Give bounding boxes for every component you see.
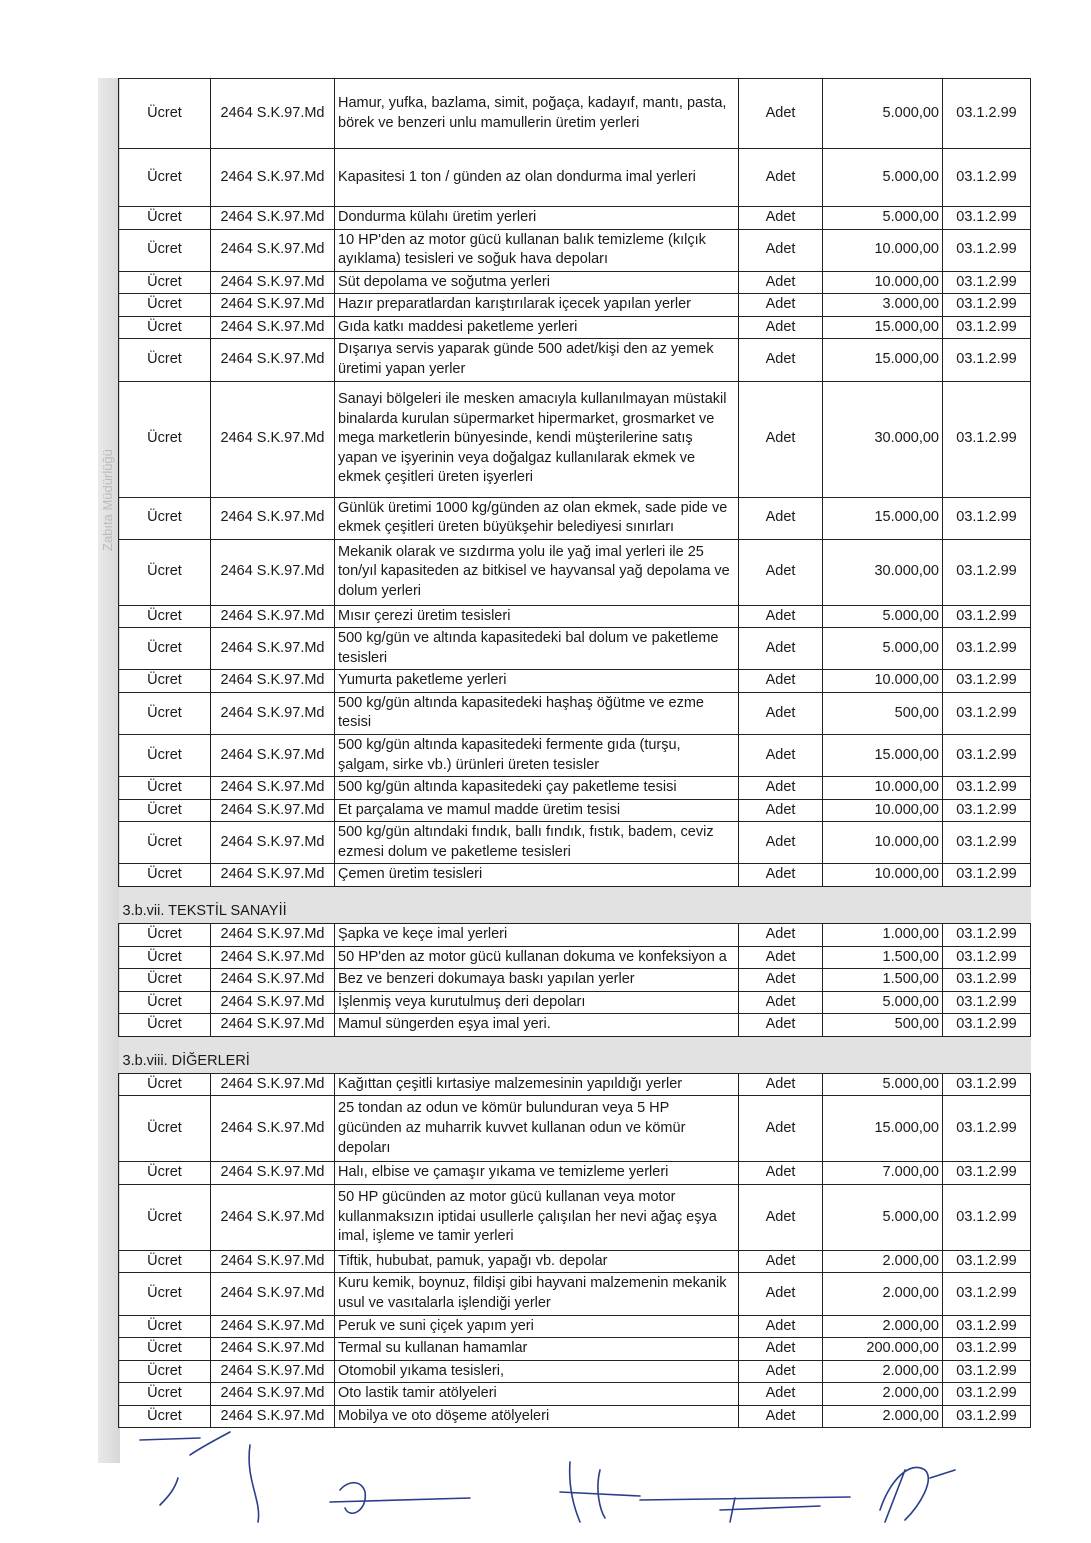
section-title: 3.b.viii. DİĞERLERİ: [119, 1036, 1031, 1073]
cell-description: Gıda katkı maddesi paketleme yerleri: [335, 316, 739, 339]
cell-description: Yumurta paketleme yerleri: [335, 670, 739, 693]
cell-amount: 2.000,00: [823, 1273, 943, 1315]
cell-type: Ücret: [119, 799, 211, 822]
cell-description: Kuru kemik, boynuz, fildişi gibi hayvani malzemenin mekanik usul ve vasıtalarla işlendiği yerler: [335, 1273, 739, 1315]
cell-code: 03.1.2.99: [943, 229, 1031, 271]
cell-unit: Adet: [739, 1338, 823, 1361]
cell-unit: Adet: [739, 79, 823, 149]
cell-type: Ücret: [119, 1338, 211, 1361]
cell-code: 03.1.2.99: [943, 1073, 1031, 1096]
signature-5: [880, 1467, 955, 1522]
cell-code: 03.1.2.99: [943, 294, 1031, 317]
cell-unit: Adet: [739, 294, 823, 317]
cell-type: Ücret: [119, 497, 211, 539]
cell-law: 2464 S.K.97.Md: [211, 799, 335, 822]
cell-code: 03.1.2.99: [943, 864, 1031, 887]
cell-amount: 3.000,00: [823, 294, 943, 317]
cell-unit: Adet: [739, 923, 823, 946]
cell-amount: 5.000,00: [823, 1184, 943, 1250]
cell-amount: 5.000,00: [823, 628, 943, 670]
cell-amount: 5.000,00: [823, 149, 943, 207]
cell-amount: 15.000,00: [823, 316, 943, 339]
cell-description: Mısır çerezi üretim tesisleri: [335, 605, 739, 628]
cell-type: Ücret: [119, 946, 211, 969]
cell-type: Ücret: [119, 670, 211, 693]
cell-law: 2464 S.K.97.Md: [211, 271, 335, 294]
cell-unit: Adet: [739, 1315, 823, 1338]
cell-unit: Adet: [739, 1073, 823, 1096]
cell-amount: 15.000,00: [823, 735, 943, 777]
cell-law: 2464 S.K.97.Md: [211, 1360, 335, 1383]
cell-description: Mamul süngerden eşya imal yeri.: [335, 1014, 739, 1037]
cell-amount: 7.000,00: [823, 1162, 943, 1185]
cell-type: Ücret: [119, 628, 211, 670]
cell-code: 03.1.2.99: [943, 1383, 1031, 1406]
cell-code: 03.1.2.99: [943, 969, 1031, 992]
cell-unit: Adet: [739, 381, 823, 497]
cell-amount: 200.000,00: [823, 1338, 943, 1361]
cell-type: Ücret: [119, 316, 211, 339]
cell-law: 2464 S.K.97.Md: [211, 1073, 335, 1096]
cell-amount: 2.000,00: [823, 1383, 943, 1406]
cell-type: Ücret: [119, 605, 211, 628]
cell-description: İşlenmiş veya kurutulmuş deri depoları: [335, 991, 739, 1014]
cell-type: Ücret: [119, 1360, 211, 1383]
cell-type: Ücret: [119, 692, 211, 734]
cell-code: 03.1.2.99: [943, 628, 1031, 670]
cell-amount: 30.000,00: [823, 381, 943, 497]
cell-unit: Adet: [739, 1162, 823, 1185]
cell-code: 03.1.2.99: [943, 497, 1031, 539]
cell-type: Ücret: [119, 735, 211, 777]
cell-unit: Adet: [739, 1250, 823, 1273]
cell-unit: Adet: [739, 316, 823, 339]
cell-code: 03.1.2.99: [943, 271, 1031, 294]
cell-code: 03.1.2.99: [943, 1273, 1031, 1315]
cell-code: 03.1.2.99: [943, 670, 1031, 693]
cell-law: 2464 S.K.97.Md: [211, 605, 335, 628]
cell-description: Peruk ve suni çiçek yapım yeri: [335, 1315, 739, 1338]
cell-law: 2464 S.K.97.Md: [211, 381, 335, 497]
cell-type: Ücret: [119, 1273, 211, 1315]
cell-unit: Adet: [739, 628, 823, 670]
cell-description: 50 HP'den az motor gücü kullanan dokuma ve konfeksiyon a: [335, 946, 739, 969]
cell-code: 03.1.2.99: [943, 923, 1031, 946]
cell-law: 2464 S.K.97.Md: [211, 1383, 335, 1406]
cell-type: Ücret: [119, 271, 211, 294]
cell-description: Dondurma külahı üretim yerleri: [335, 207, 739, 230]
cell-law: 2464 S.K.97.Md: [211, 969, 335, 992]
cell-unit: Adet: [739, 799, 823, 822]
cell-code: 03.1.2.99: [943, 822, 1031, 864]
cell-description: Günlük üretimi 1000 kg/günden az olan ekmek, sade pide ve ekmek çeşitleri üreten büyükşehir belediyesi sınırları: [335, 497, 739, 539]
cell-code: 03.1.2.99: [943, 1315, 1031, 1338]
cell-type: Ücret: [119, 1315, 211, 1338]
cell-amount: 10.000,00: [823, 229, 943, 271]
cell-type: Ücret: [119, 991, 211, 1014]
cell-unit: Adet: [739, 692, 823, 734]
cell-unit: Adet: [739, 271, 823, 294]
cell-amount: 5.000,00: [823, 605, 943, 628]
signature-2: [340, 1483, 365, 1514]
cell-unit: Adet: [739, 822, 823, 864]
cell-code: 03.1.2.99: [943, 735, 1031, 777]
cell-unit: Adet: [739, 1096, 823, 1162]
cell-amount: 1.500,00: [823, 969, 943, 992]
cell-unit: Adet: [739, 1383, 823, 1406]
cell-description: Kağıttan çeşitli kırtasiye malzemesinin yapıldığı yerler: [335, 1073, 739, 1096]
cell-code: 03.1.2.99: [943, 539, 1031, 605]
cell-unit: Adet: [739, 864, 823, 887]
cell-type: Ücret: [119, 229, 211, 271]
cell-description: Mekanik olarak ve sızdırma yolu ile yağ imal yerleri ile 25 ton/yıl kapasiteden az bitkisel ve hayvansal yağ depolama ve dolum yerleri: [335, 539, 739, 605]
signature-1: [249, 1445, 259, 1522]
cell-description: Sanayi bölgeleri ile mesken amacıyla kullanılmayan müstakil binalarda kurulan süpermarket hipermarket, grosmarket ve mega marketlerin bünyesinde, kendi müşterilerine satış yapan ve işyerinin veya doğalgaz kullanılarak ekmek ve ekmek çeşitleri üreten işyerleri: [335, 381, 739, 497]
cell-code: 03.1.2.99: [943, 316, 1031, 339]
cell-type: Ücret: [119, 1014, 211, 1037]
cell-amount: 30.000,00: [823, 539, 943, 605]
cell-type: Ücret: [119, 149, 211, 207]
cell-code: 03.1.2.99: [943, 605, 1031, 628]
cell-code: 03.1.2.99: [943, 1014, 1031, 1037]
cell-code: 03.1.2.99: [943, 339, 1031, 381]
cell-description: Mobilya ve oto döşeme atölyeleri: [335, 1405, 739, 1428]
cell-description: Çemen üretim tesisleri: [335, 864, 739, 887]
cell-type: Ücret: [119, 339, 211, 381]
cell-unit: Adet: [739, 207, 823, 230]
section-title: 3.b.vii. TEKSTİL SANAYİİ: [119, 886, 1031, 923]
cell-description: 500 kg/gün ve altında kapasitedeki bal dolum ve paketleme tesisleri: [335, 628, 739, 670]
cell-type: Ücret: [119, 539, 211, 605]
cell-description: 25 tondan az odun ve kömür bulunduran veya 5 HP gücünden az muharrik kuvvet kullanan odun ve kömür depoları: [335, 1096, 739, 1162]
cell-code: 03.1.2.99: [943, 946, 1031, 969]
cell-description: 500 kg/gün altında kapasitedeki çay paketleme tesisi: [335, 777, 739, 800]
cell-code: 03.1.2.99: [943, 1360, 1031, 1383]
cell-unit: Adet: [739, 777, 823, 800]
side-watermark: Zabıta Müdürlüğü: [100, 449, 115, 551]
cell-amount: 10.000,00: [823, 864, 943, 887]
cell-amount: 5.000,00: [823, 1073, 943, 1096]
cell-amount: 10.000,00: [823, 822, 943, 864]
cell-amount: 5.000,00: [823, 991, 943, 1014]
signature-1b: [160, 1478, 178, 1505]
cell-type: Ücret: [119, 1184, 211, 1250]
cell-description: 500 kg/gün altında kapasitedeki fermente gıda (turşu, şalgam, sirke vb.) ürünleri üreten tesisler: [335, 735, 739, 777]
cell-code: 03.1.2.99: [943, 1184, 1031, 1250]
cell-unit: Adet: [739, 1014, 823, 1037]
cell-unit: Adet: [739, 497, 823, 539]
cell-description: Termal su kullanan hamamlar: [335, 1338, 739, 1361]
cell-type: Ücret: [119, 1096, 211, 1162]
cell-law: 2464 S.K.97.Md: [211, 539, 335, 605]
cell-law: 2464 S.K.97.Md: [211, 1315, 335, 1338]
signature-3: [560, 1462, 640, 1522]
cell-description: Kapasitesi 1 ton / günden az olan dondurma imal yerleri: [335, 149, 739, 207]
cell-type: Ücret: [119, 381, 211, 497]
cell-code: 03.1.2.99: [943, 799, 1031, 822]
cell-unit: Adet: [739, 735, 823, 777]
cell-type: Ücret: [119, 79, 211, 149]
cell-law: 2464 S.K.97.Md: [211, 1338, 335, 1361]
cell-amount: 500,00: [823, 692, 943, 734]
cell-law: 2464 S.K.97.Md: [211, 1162, 335, 1185]
cell-amount: 2.000,00: [823, 1315, 943, 1338]
cell-type: Ücret: [119, 207, 211, 230]
cell-law: 2464 S.K.97.Md: [211, 1014, 335, 1037]
cell-description: Hamur, yufka, bazlama, simit, poğaça, kadayıf, mantı, pasta, börek ve benzeri unlu mamullerin üretim yerleri: [335, 79, 739, 149]
cell-code: 03.1.2.99: [943, 1162, 1031, 1185]
cell-type: Ücret: [119, 1162, 211, 1185]
cell-description: 500 kg/gün altında kapasitedeki haşhaş öğütme ve ezme tesisi: [335, 692, 739, 734]
cell-description: Halı, elbise ve çamaşır yıkama ve temizleme yerleri: [335, 1162, 739, 1185]
cell-law: 2464 S.K.97.Md: [211, 991, 335, 1014]
cell-code: 03.1.2.99: [943, 1405, 1031, 1428]
cell-description: Oto lastik tamir atölyeleri: [335, 1383, 739, 1406]
cell-type: Ücret: [119, 1405, 211, 1428]
cell-amount: 1.000,00: [823, 923, 943, 946]
cell-unit: Adet: [739, 229, 823, 271]
cell-amount: 10.000,00: [823, 670, 943, 693]
cell-description: 10 HP'den az motor gücü kullanan balık temizleme (kılçık ayıklama) tesisleri ve soğuk hava depoları: [335, 229, 739, 271]
cell-description: Bez ve benzeri dokumaya baskı yapılan yerler: [335, 969, 739, 992]
cell-description: Süt depolama ve soğutma yerleri: [335, 271, 739, 294]
cell-law: 2464 S.K.97.Md: [211, 692, 335, 734]
cell-unit: Adet: [739, 149, 823, 207]
cell-description: Tiftik, hububat, pamuk, yapağı vb. depolar: [335, 1250, 739, 1273]
cell-description: 50 HP gücünden az motor gücü kullanan veya motor kullanmaksızın iptidai usullerle çalışılan her nevi ağaç eşya imal, işleme ve tamir yerleri: [335, 1184, 739, 1250]
cell-type: Ücret: [119, 1250, 211, 1273]
signature-2b: [330, 1498, 470, 1502]
cell-law: 2464 S.K.97.Md: [211, 822, 335, 864]
cell-type: Ücret: [119, 294, 211, 317]
cell-code: 03.1.2.99: [943, 207, 1031, 230]
cell-unit: Adet: [739, 670, 823, 693]
cell-unit: Adet: [739, 539, 823, 605]
cell-amount: 1.500,00: [823, 946, 943, 969]
cell-law: 2464 S.K.97.Md: [211, 1405, 335, 1428]
cell-law: 2464 S.K.97.Md: [211, 149, 335, 207]
cell-code: 03.1.2.99: [943, 381, 1031, 497]
cell-description: Şapka ve keçe imal yerleri: [335, 923, 739, 946]
cell-law: 2464 S.K.97.Md: [211, 294, 335, 317]
cell-description: Hazır preparatlardan karıştırılarak içecek yapılan yerler: [335, 294, 739, 317]
cell-code: 03.1.2.99: [943, 149, 1031, 207]
cell-type: Ücret: [119, 1073, 211, 1096]
cell-law: 2464 S.K.97.Md: [211, 497, 335, 539]
cell-law: 2464 S.K.97.Md: [211, 316, 335, 339]
cell-law: 2464 S.K.97.Md: [211, 735, 335, 777]
cell-type: Ücret: [119, 923, 211, 946]
cell-type: Ücret: [119, 777, 211, 800]
cell-unit: Adet: [739, 946, 823, 969]
cell-law: 2464 S.K.97.Md: [211, 923, 335, 946]
cell-amount: 2.000,00: [823, 1250, 943, 1273]
cell-code: 03.1.2.99: [943, 1096, 1031, 1162]
cell-code: 03.1.2.99: [943, 1338, 1031, 1361]
cell-amount: 10.000,00: [823, 777, 943, 800]
signature-6: [140, 1432, 230, 1455]
cell-code: 03.1.2.99: [943, 1250, 1031, 1273]
cell-unit: Adet: [739, 339, 823, 381]
cell-amount: 5.000,00: [823, 207, 943, 230]
cell-law: 2464 S.K.97.Md: [211, 946, 335, 969]
cell-type: Ücret: [119, 969, 211, 992]
cell-law: 2464 S.K.97.Md: [211, 339, 335, 381]
cell-law: 2464 S.K.97.Md: [211, 1096, 335, 1162]
cell-code: 03.1.2.99: [943, 79, 1031, 149]
cell-unit: Adet: [739, 1273, 823, 1315]
cell-amount: 2.000,00: [823, 1360, 943, 1383]
cell-law: 2464 S.K.97.Md: [211, 1273, 335, 1315]
cell-unit: Adet: [739, 991, 823, 1014]
cell-unit: Adet: [739, 1405, 823, 1428]
cell-code: 03.1.2.99: [943, 991, 1031, 1014]
cell-code: 03.1.2.99: [943, 692, 1031, 734]
cell-law: 2464 S.K.97.Md: [211, 864, 335, 887]
cell-description: Et parçalama ve mamul madde üretim tesisi: [335, 799, 739, 822]
cell-code: 03.1.2.99: [943, 777, 1031, 800]
cell-law: 2464 S.K.97.Md: [211, 79, 335, 149]
cell-amount: 15.000,00: [823, 497, 943, 539]
cell-amount: 10.000,00: [823, 271, 943, 294]
cell-description: Dışarıya servis yaparak günde 500 adet/kişi den az yemek üretimi yapan yerler: [335, 339, 739, 381]
cell-unit: Adet: [739, 1184, 823, 1250]
cell-law: 2464 S.K.97.Md: [211, 670, 335, 693]
cell-amount: 15.000,00: [823, 1096, 943, 1162]
cell-unit: Adet: [739, 1360, 823, 1383]
cell-law: 2464 S.K.97.Md: [211, 628, 335, 670]
cell-amount: 15.000,00: [823, 339, 943, 381]
cell-unit: Adet: [739, 969, 823, 992]
cell-unit: Adet: [739, 605, 823, 628]
cell-amount: 2.000,00: [823, 1405, 943, 1428]
cell-law: 2464 S.K.97.Md: [211, 229, 335, 271]
cell-type: Ücret: [119, 864, 211, 887]
cell-description: 500 kg/gün altındaki fındık, ballı fındık, fıstık, badem, ceviz ezmesi dolum ve paketleme tesisleri: [335, 822, 739, 864]
cell-amount: 500,00: [823, 1014, 943, 1037]
cell-law: 2464 S.K.97.Md: [211, 1250, 335, 1273]
cell-law: 2464 S.K.97.Md: [211, 777, 335, 800]
cell-law: 2464 S.K.97.Md: [211, 1184, 335, 1250]
cell-description: Otomobil yıkama tesisleri,: [335, 1360, 739, 1383]
cell-type: Ücret: [119, 1383, 211, 1406]
cell-type: Ücret: [119, 822, 211, 864]
signature-4: [640, 1497, 850, 1522]
cell-law: 2464 S.K.97.Md: [211, 207, 335, 230]
cell-amount: 10.000,00: [823, 799, 943, 822]
cell-amount: 5.000,00: [823, 79, 943, 149]
